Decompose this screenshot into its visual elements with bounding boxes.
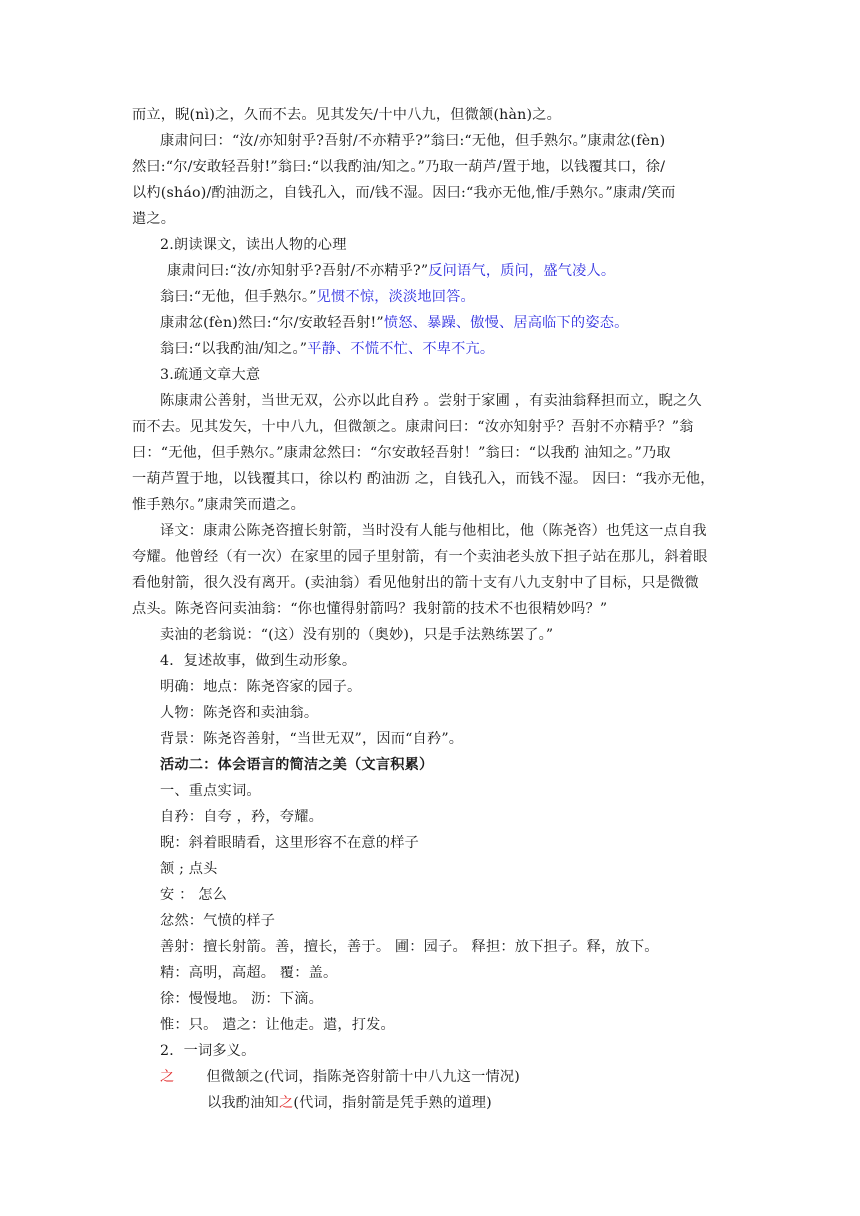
section-heading: 3.疏通文章大意 [160,367,261,383]
activity-heading: 活动二：体会语言的简洁之美（文言积累） [160,757,434,773]
example-text: 但微颔之(代词，指陈尧咨射箭十中八九这一情况) [206,1069,520,1085]
text-line: 背景：陈尧咨善射，“当世无双”，因而“自矜”。 [160,731,464,747]
vocab-entry: 忿然：气愤的样子 [160,913,276,929]
section-heading: 2．一词多义。 [160,1043,256,1059]
vocab-entry: 颔 ; 点头 [160,861,218,877]
text-line: 译文：康肃公陈尧咨擅长射箭，当时没有人能与他相比，他（陈尧咨）也凭这一点自我 [160,523,707,539]
section-heading: 一、重点实词。 [160,783,261,799]
quote-text: 翁曰:“以我酌油/知之。” [160,341,308,357]
polysemy-entry [207,1093,807,1113]
vocab-entry: 徐：慢慢地。 沥：下滴。 [160,991,323,1007]
example-text: 以我酌油知 [207,1095,279,1111]
quote-text: 康肃忿(fèn)然曰:“尔/安敢轻吾射!” [160,315,384,331]
quote-text: 康肃问曰:“汝/亦知射乎?吾射/不亦精乎?” [167,263,429,279]
text-line: 以杓(sháo)/酌油沥之，自钱孔入，而/钱不湿。因曰:“我亦无他,惟/手熟尔。”康肃/笑而 [132,185,676,201]
text-line [160,313,760,333]
text-line: 卖油的老翁说：“(这）没有别的（奥妙)，只是手法熟练罢了。” [160,627,554,643]
vocab-entry: 安 ： 怎么 [160,887,227,903]
keyword: 之 [160,1069,175,1085]
section-heading: 4．复述故事，做到生动形象。 [160,653,357,669]
text-line: 康肃问曰：“汝/亦知射乎?吾射/不亦精乎?”翁曰:“无他，但手熟尔。”康肃忿(fèn) [160,133,666,149]
text-line: 夸耀。他曾经（有一次）在家里的园子里射箭，有一个卖油老头放下担子站在那儿，斜着眼 [132,549,708,565]
text-line: 遣之。 [132,211,176,227]
text-line: 明确：地点：陈尧咨家的园子。 [160,679,362,695]
example-text: (代词，指射箭是凭手熟的道理) [293,1095,492,1111]
annotation-note: 愤怒、暴躁、傲慢、居高临下的姿态。 [383,315,629,331]
text-line: 而立，睨(nì)之，久而不去。见其发矢/十中八九，但微颔(hàn)之。 [132,107,562,123]
text-line: 而不去。见其发矢，十中八九，但微颔之。康肃问曰：“汝亦知射乎？吾射不亦精乎？”翁 [132,419,694,435]
section-heading: 2.朗读课文，读出人物的心理 [160,237,347,253]
text-line [160,287,760,307]
annotation-note: 见惯不惊，淡淡地回答。 [316,289,475,305]
vocab-entry: 自矜：自夸 ，矜，夸耀。 [160,809,323,825]
polysemy-entry [160,1067,760,1087]
text-line: 陈康肃公善射，当世无双，公亦以此自矜 。尝射于家圃 ，有卖油翁释担而立，睨之久 [160,393,702,409]
text-line: 一葫芦置于地，以钱覆其口，徐以杓 酌油沥 之，自钱孔入，而钱不湿。 因曰：“我亦无他， [132,471,715,487]
annotation-note: 反问语气，质问，盛气凌人。 [428,263,616,279]
text-line [160,339,760,359]
text-line [167,261,767,281]
text-line: 人物：陈尧咨和卖油翁。 [160,705,319,721]
vocab-entry: 睨：斜着眼睛看，这里形容不在意的样子 [160,835,419,851]
vocab-entry: 精：高明，高超。 覆：盖。 [160,965,338,981]
text-line: 点头。陈尧咨问卖油翁：“你也懂得射箭吗？我射箭的技术不也很精妙吗？” [132,601,608,617]
text-line: 看他射箭，很久没有离开。(卖油翁）看见他射出的箭十支有八九支射中了目标，只是微微 [132,575,699,591]
quote-text: 翁曰:“无他，但手熟尔。” [160,289,317,305]
text-line: 然曰:“尔/安敢轻吾射!”翁曰:“以我酌油/知之。”乃取一葫芦/置于地，以钱覆其口，徐/ [132,159,666,175]
vocab-entry: 善射：擅长射箭。善，擅长，善于。 圃：园子。 释担：放下担子。释，放下。 [160,939,659,955]
text-line: 惟手熟尔。”康肃笑而遣之。 [132,497,306,513]
keyword: 之 [278,1095,294,1111]
annotation-note: 平静、不慌不忙、不卑不亢。 [307,341,495,357]
text-line: 曰：“无他，但手熟尔。”康肃忿然曰：“尔安敢轻吾射！”翁曰：“以我酌 油知之。”乃取 [132,445,671,461]
vocab-entry: 惟：只。 遣之：让他走。遣，打发。 [160,1017,395,1033]
